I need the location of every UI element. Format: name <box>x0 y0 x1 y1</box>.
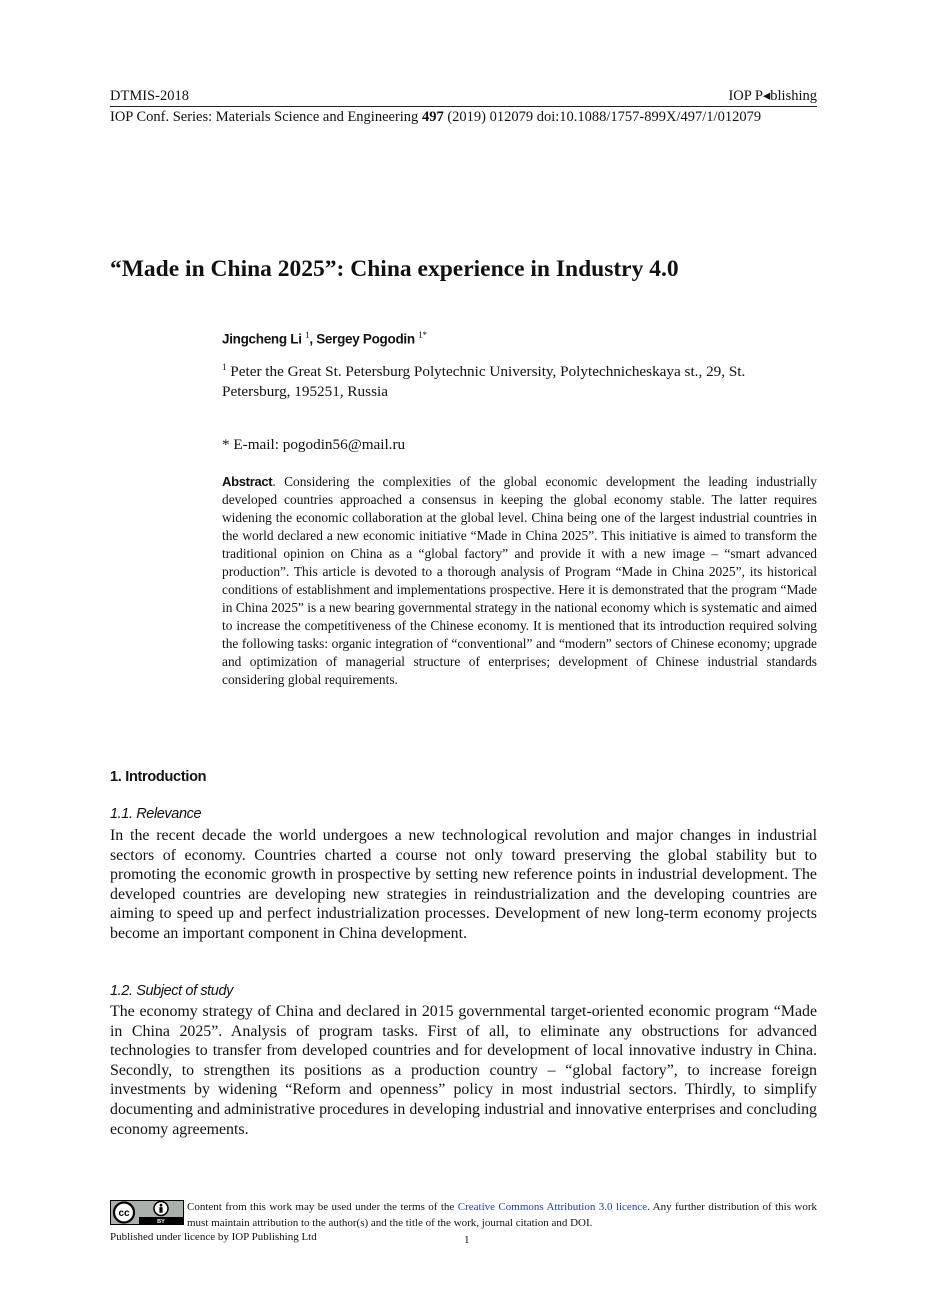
publisher-name: IOP P◂blishing <box>728 88 817 104</box>
affiliation-mark: 1 <box>222 362 227 372</box>
subsection-heading: 1.2. Subject of study <box>110 983 233 999</box>
author-name: Jingcheng Li <box>222 331 302 347</box>
license-text: . Any further distribution of this work must maintain attribution to the author(s) and the title of the work, journal citation and DOI. <box>187 1201 818 1229</box>
body-paragraph: The economy strategy of China and declared in 2015 governmental target-oriented economic program “Made in China 2025”. Analysis of program tasks. First of all, to eliminate any obstructions for advanced technologies to transfer from developed countries and for development of local innovative industry in China. Secondly, to strengthen its positions as a production country – “global factory”, to increase foreign investments by widening “Reform and openness” policy in most industrial sectors. Thirdly, to simplify documenting and administrative procedures in developing industrial and innovative enterprises and concluding economy agreements. <box>110 1003 817 1138</box>
attribution-person-icon <box>154 1202 168 1216</box>
author-separator: , <box>309 331 317 347</box>
author-affiliation-mark: 1 <box>305 330 310 340</box>
license-notice <box>187 1200 817 1231</box>
abstract-text: . Considering the complexities of the global economic development the leading industrially developed countries approached a consensus in keeping the global economy stable. The latter requires widening the economic collaboration at the global level. China being one of the largest industrial countries in the world declared a new economic initiative “Made in China 2025”. This initiative is aimed to transform the traditional opinion on China as a “global factory” and provide it with a new image – “smart advanced production”. This article is devoted to a thorough analysis of Program “Made in China 2025”, its historical conditions of establishment and implementations prospective. Here it is demonstrated that the program “Made in China 2025” is a new bearing governmental strategy in the national economy which is systematic and aimed to increase the competitiveness of the Chinese economy. It is mentioned that its introduction required solving the following tasks: organic integration of “conventional” and “modern” sectors of Chinese economy; upgrade and optimization of managerial structure of enterprises; development of Chinese industrial standards considering global requirements. <box>222 474 817 687</box>
body-paragraph: In the recent decade the world undergoes a new technological revolution and major changes in industrial sectors of economy. Countries charted a course not only toward preserving the global stability but to promoting the economic growth in prospective by setting new reference points in industrial development. The developed countries are developing new strategies in reindustrialization and the developing countries are aiming to speed up and perfect industrialization processes. Development of new long-term economy projects become an important component in China development. <box>110 827 817 942</box>
series-line <box>110 109 761 126</box>
author-list <box>222 330 427 347</box>
abstract-label: Abstract <box>222 474 273 489</box>
series-suffix: (2019) 012079 doi:10.1088/1757-899X/497/1/012079 <box>443 109 762 125</box>
corresponding-email: * E-mail: pogodin56@mail.ru <box>222 436 406 453</box>
subsection-heading: 1.1. Relevance <box>110 806 202 822</box>
section-heading: 1. Introduction <box>110 769 207 785</box>
svg-text:cc: cc <box>118 1208 130 1219</box>
paper-title: “Made in China 2025”: China experience in Industry 4.0 <box>110 256 679 282</box>
affiliation-text: Peter the Great St. Petersburg Polytechnic University, Polytechnicheskaya st., 29, St. Petersburg, 195251, Russia <box>222 363 746 401</box>
volume-number: 497 <box>421 109 444 125</box>
license-text: Content from this work may be used under the terms of the <box>187 1201 455 1213</box>
license-link[interactable]: Creative Commons Attribution 3.0 licence <box>457 1201 648 1213</box>
conference-name: DTMIS-2018 <box>110 88 189 104</box>
author-affiliation-mark: 1* <box>418 330 427 340</box>
cc-by-license-badge <box>110 1200 184 1225</box>
publisher-notice: Published under licence by IOP Publishing Ltd <box>110 1231 317 1243</box>
author-name: Sergey Pogodin <box>316 331 415 347</box>
page-number: 1 <box>464 1234 470 1246</box>
affiliation <box>222 357 817 402</box>
header-rule <box>110 106 817 107</box>
series-prefix: IOP Conf. Series: Materials Science and Engineering <box>110 109 422 125</box>
cc-badge-label: BY <box>157 1219 165 1225</box>
abstract <box>222 473 817 689</box>
